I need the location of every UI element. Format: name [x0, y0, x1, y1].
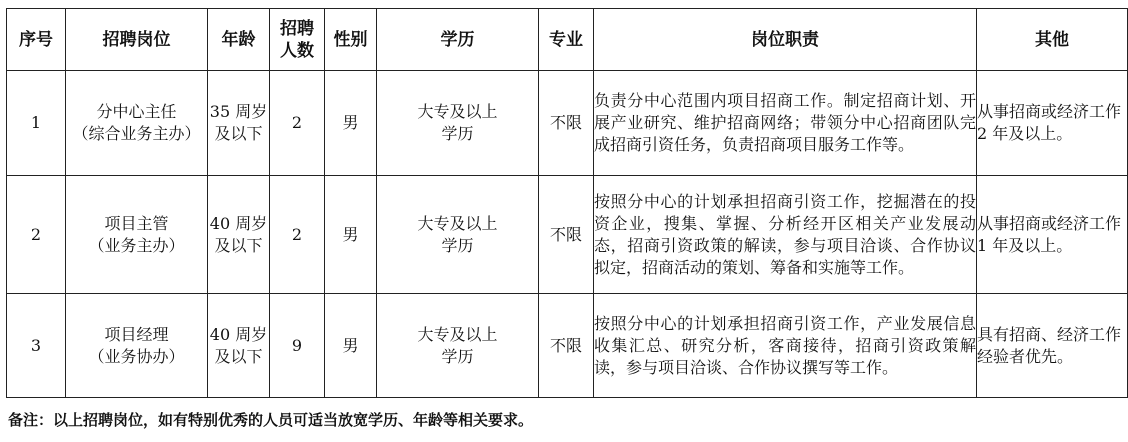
- cell-count: 2: [270, 176, 325, 294]
- cell-age: 40 周岁 及以下: [208, 294, 270, 398]
- cell-major: 不限: [539, 71, 594, 176]
- cell-age: 40 周岁 及以下: [208, 176, 270, 294]
- header-other: 其他: [977, 9, 1128, 71]
- cell-education: 大专及以上 学历: [377, 294, 539, 398]
- cell-gender: 男: [325, 176, 377, 294]
- table-row: [7, 294, 1128, 398]
- cell-other: 从事招商或经济工作 2 年及以上。: [977, 71, 1128, 176]
- recruitment-table: [6, 8, 1128, 398]
- cell-gender: 男: [325, 294, 377, 398]
- cell-major: 不限: [539, 294, 594, 398]
- cell-duties: 按照分中心的计划承担招商引资工作，挖掘潜在的投资企业，搜集、掌握、分析经开区相关产业发展动态，招商引资政策的解读，参与项目洽谈、合作协议拟定，招商活动的策划、筹备和实施等工作。: [594, 176, 977, 294]
- cell-position: 项目经理 （业务协办）: [66, 294, 208, 398]
- cell-count: 9: [270, 294, 325, 398]
- header-position: 招聘岗位: [66, 9, 208, 71]
- table-row: [7, 176, 1128, 294]
- cell-position: 分中心主任 （综合业务主办）: [66, 71, 208, 176]
- cell-duties: 负责分中心范围内项目招商工作。制定招商计划、开展产业研究、维护招商网络；带领分中心招商团队完成招商引资任务，负责招商项目服务工作等。: [594, 71, 977, 176]
- header-index: 序号: [7, 9, 66, 71]
- cell-major: 不限: [539, 176, 594, 294]
- cell-age: 35 周岁 及以下: [208, 71, 270, 176]
- cell-index: 2: [7, 176, 66, 294]
- header-duties: 岗位职责: [594, 9, 977, 71]
- cell-index: 3: [7, 294, 66, 398]
- header-gender: 性别: [325, 9, 377, 71]
- cell-education: 大专及以上 学历: [377, 71, 539, 176]
- header-major: 专业: [539, 9, 594, 71]
- cell-position: 项目主管 （业务主办）: [66, 176, 208, 294]
- header-row: [7, 9, 1128, 71]
- cell-other: 具有招商、经济工作经验者优先。: [977, 294, 1128, 398]
- cell-gender: 男: [325, 71, 377, 176]
- cell-duties: 按照分中心的计划承担招商引资工作，产业发展信息收集汇总、研究分析，客商接待，招商引资政策解读，参与项目洽谈、合作协议撰写等工作。: [594, 294, 977, 398]
- cell-education: 大专及以上 学历: [377, 176, 539, 294]
- cell-index: 1: [7, 71, 66, 176]
- cell-other: 从事招商或经济工作 1 年及以上。: [977, 176, 1128, 294]
- header-age: 年龄: [208, 9, 270, 71]
- footnote-remark: 备注：以上招聘岗位，如有特别优秀的人员可适当放宽学历、年龄等相关要求。: [8, 411, 534, 429]
- header-count: 招聘 人数: [270, 9, 325, 71]
- table-row: [7, 71, 1128, 176]
- header-education: 学历: [377, 9, 539, 71]
- cell-count: 2: [270, 71, 325, 176]
